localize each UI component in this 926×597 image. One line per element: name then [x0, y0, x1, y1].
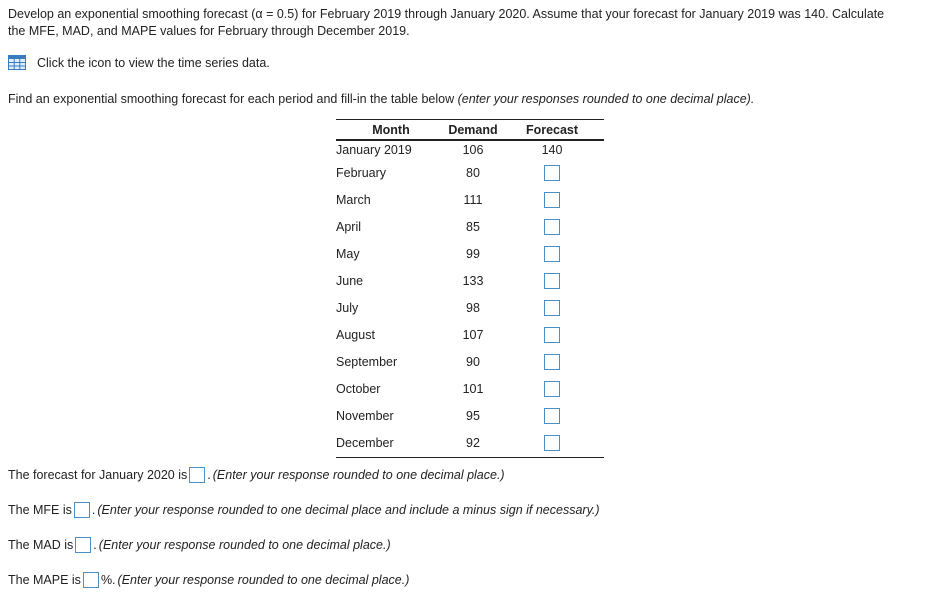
forecast-input-july[interactable]: [544, 300, 560, 316]
forecast-input-october[interactable]: [544, 381, 560, 397]
table-grid-icon[interactable]: [8, 55, 26, 70]
mfe-input[interactable]: [74, 502, 90, 518]
forecast-cell: [500, 321, 604, 348]
forecast-input-november[interactable]: [544, 408, 560, 424]
table-row: [336, 267, 604, 294]
month-cell: April: [336, 219, 362, 234]
problem-line-1: Develop an exponential smoothing forecast (α = 0.5) for February 2019 through January 2020. Assume that your forecast for January 2019 was 140. Calculate: [8, 7, 885, 21]
header-demand: Demand: [446, 120, 500, 141]
mfe-hint: (Enter your response rounded to one decimal place and include a minus sign if necessary.): [97, 503, 600, 517]
forecast-input-august[interactable]: [544, 327, 560, 343]
forecast-input-may[interactable]: [544, 246, 560, 262]
header-month: Month: [336, 120, 446, 141]
demand-cell: 133: [462, 273, 484, 288]
table-row: [336, 240, 604, 267]
question-mape: [8, 572, 409, 588]
question-mfe: [8, 502, 600, 518]
forecast-cell: [500, 267, 604, 294]
mape-hint: (Enter your response rounded to one decimal place.): [117, 573, 410, 587]
question-mad: [8, 537, 391, 553]
table-row: [336, 348, 604, 375]
demand-cell: 101: [462, 381, 484, 396]
table-row: [336, 140, 604, 159]
demand-cell: 80: [466, 165, 480, 180]
header-forecast: Forecast: [500, 120, 604, 141]
month-cell: October: [336, 381, 381, 396]
forecast-input-february[interactable]: [544, 165, 560, 181]
forecast-cell: [500, 186, 604, 213]
question-jan2020-forecast: [8, 467, 505, 483]
demand-cell: 85: [466, 219, 480, 234]
demand-cell: 98: [466, 300, 480, 315]
table-row: [336, 402, 604, 429]
forecast-cell: [500, 348, 604, 375]
mad-hint: (Enter your response rounded to one decimal place.): [98, 538, 391, 552]
month-cell: December: [336, 429, 446, 458]
table-row: [336, 375, 604, 402]
mad-suffix: .: [93, 538, 97, 552]
mape-suffix: %.: [100, 573, 116, 587]
jan2020-hint: (Enter your response rounded to one decimal place.): [212, 468, 505, 482]
table-row: [336, 429, 604, 458]
forecast-cell: [500, 429, 604, 458]
forecast-input-june[interactable]: [544, 273, 560, 289]
month-cell: March: [336, 192, 371, 207]
demand-cell: 90: [466, 354, 480, 369]
instruction-text: Find an exponential smoothing forecast for each period and fill-in the table below: [8, 92, 458, 106]
mad-prefix: The MAD is: [8, 538, 74, 552]
jan2020-suffix: .: [207, 468, 211, 482]
mfe-prefix: The MFE is: [8, 503, 72, 517]
forecast-cell: 140: [541, 143, 563, 157]
forecast-cell: [500, 159, 604, 186]
table-header-row: [336, 120, 604, 141]
month-cell: September: [336, 354, 398, 369]
forecast-cell: [500, 402, 604, 429]
mfe-suffix: .: [91, 503, 96, 517]
demand-cell: 106: [462, 143, 484, 157]
forecast-cell: [500, 375, 604, 402]
table-row: [336, 186, 604, 213]
demand-cell: 95: [466, 408, 480, 423]
instruction-hint: (enter your responses rounded to one decimal place).: [457, 92, 755, 106]
demand-cell: 99: [466, 246, 480, 261]
problem-statement: [8, 6, 884, 40]
month-cell: June: [336, 273, 364, 288]
forecast-input-april[interactable]: [544, 219, 560, 235]
demand-cell: 107: [462, 327, 484, 342]
table-row: [336, 294, 604, 321]
month-cell: January 2019: [336, 143, 412, 157]
table-row: [336, 213, 604, 240]
jan2020-prefix: The forecast for January 2020 is: [8, 468, 188, 482]
mape-prefix: The MAPE is: [8, 573, 81, 587]
table-row: [336, 159, 604, 186]
problem-line-2: the MFE, MAD, and MAPE values for February through December 2019.: [8, 24, 410, 38]
month-cell: November: [336, 408, 394, 423]
mad-input[interactable]: [75, 537, 91, 553]
forecast-cell: [500, 213, 604, 240]
month-cell: February: [336, 165, 387, 180]
forecast-cell: [500, 240, 604, 267]
data-link-text[interactable]: Click the icon to view the time series data.: [37, 55, 270, 70]
month-cell: May: [336, 246, 360, 261]
table-row: [336, 321, 604, 348]
forecast-table: [336, 119, 604, 458]
demand-cell: 111: [463, 192, 483, 207]
time-series-data-link[interactable]: [8, 55, 270, 70]
demand-cell: 92: [446, 429, 500, 458]
forecast-input-march[interactable]: [544, 192, 560, 208]
jan2020-forecast-input[interactable]: [189, 467, 205, 483]
forecast-input-december[interactable]: [544, 435, 560, 451]
forecast-cell: [500, 294, 604, 321]
month-cell: July: [336, 300, 359, 315]
forecast-input-september[interactable]: [544, 354, 560, 370]
table-instruction: [8, 92, 754, 106]
month-cell: August: [336, 327, 375, 342]
mape-input[interactable]: [83, 572, 99, 588]
